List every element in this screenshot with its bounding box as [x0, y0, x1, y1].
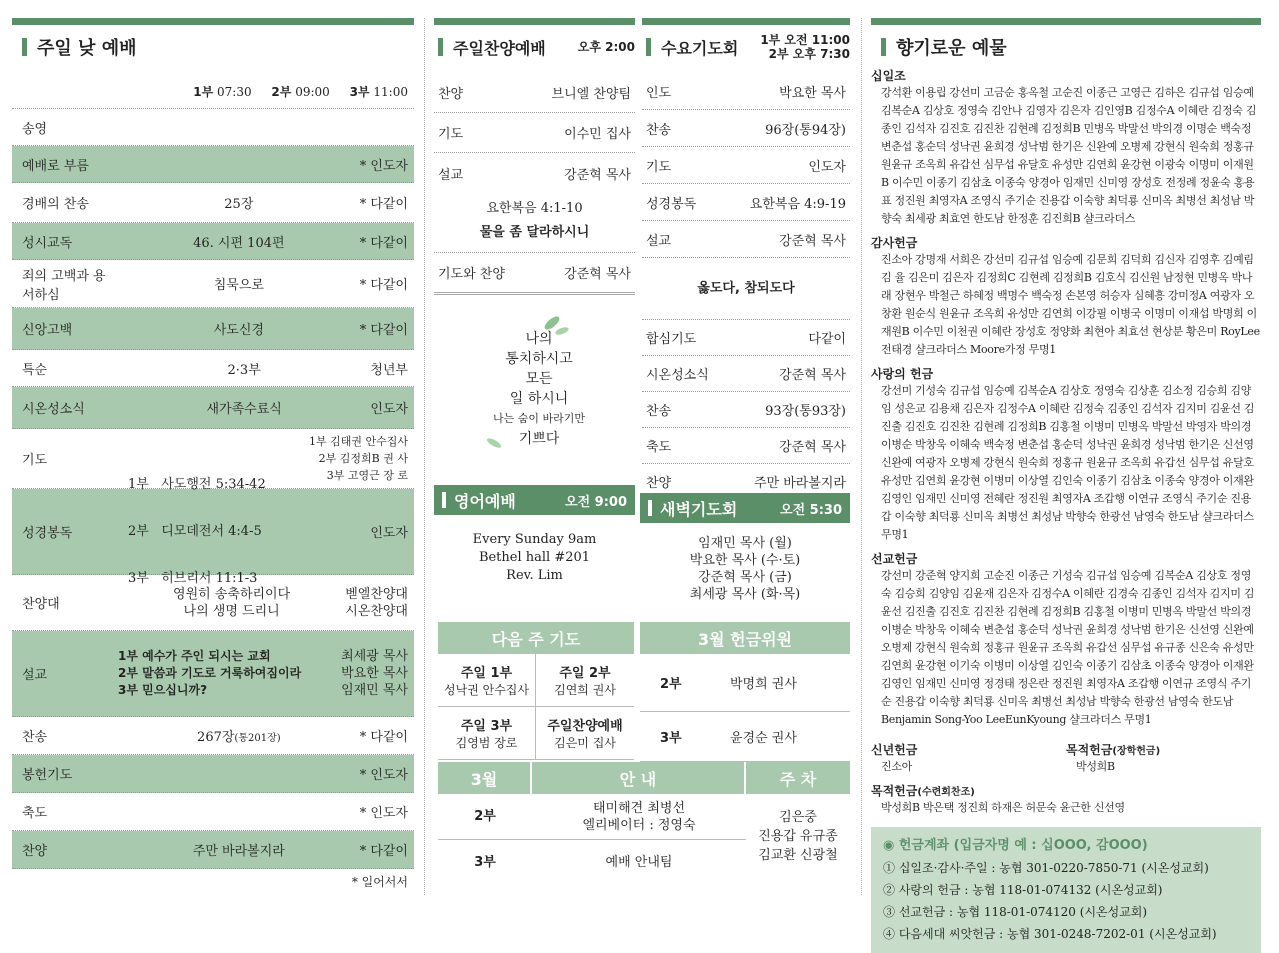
next-week-prayer: [438, 622, 634, 760]
offering-section: [871, 365, 1261, 544]
order-row: [12, 260, 414, 308]
guide-header: [438, 762, 850, 794]
order-leader: 청년부: [370, 362, 408, 378]
prayer-line: 1부 김태권 안수집사: [309, 435, 408, 448]
prayer-line: 3부 고영근 장 로: [326, 469, 408, 482]
order-item-text: 사도신경: [213, 323, 264, 338]
committee-row: [640, 654, 850, 712]
row-label: 성경봉독: [646, 196, 697, 212]
section-bar: [12, 18, 414, 25]
section-header: [642, 33, 850, 61]
account-line: ④ 다음세대 씨앗헌금 : 농협 301-0248-7202-01 (시온성교회): [883, 927, 1217, 941]
account-box: [871, 827, 1261, 953]
row-value: 브니엘 찬양팀: [551, 87, 631, 102]
sermon-preacher: 최세광 목사: [341, 649, 408, 664]
section-time: 2부 오후 7:30: [768, 47, 850, 61]
row-value: 93장(통93장): [765, 404, 846, 419]
order-label: 찬송: [22, 730, 48, 745]
parking-line: 김은중: [779, 810, 817, 825]
english-info: [434, 515, 635, 605]
row-value: 강준혁 목사: [779, 440, 846, 455]
row-label: 기도와 찬양: [438, 267, 505, 282]
sermon-title: 3부 믿으십니까?: [118, 683, 208, 697]
guide-line: 엘리베이터 : 정영숙: [582, 818, 696, 833]
guide-service: 3부: [474, 855, 496, 870]
service-name: 3부: [349, 85, 370, 99]
order-item: [118, 726, 360, 745]
order-label: 기도: [22, 453, 48, 468]
section-title: 수요기도회: [661, 38, 739, 58]
wednesday-service: [642, 18, 850, 500]
order-item: [118, 274, 360, 293]
committee-person: 윤경순 권사: [730, 731, 797, 746]
service-times: [12, 61, 414, 109]
order-leader: * 다같이: [359, 730, 408, 745]
section-time: 오전 5:30: [780, 502, 842, 518]
offering-names: 진소아: [881, 760, 912, 773]
cell-person: 김은미 집사: [554, 736, 616, 750]
row-value: 강준혁 목사: [564, 267, 631, 282]
order-label: 예배로 부름: [22, 158, 89, 174]
offering-heading: 신년헌금: [871, 743, 918, 757]
offering-subheading: (수련회찬조): [917, 787, 975, 798]
offering-heading-text: 목적헌금: [1066, 743, 1113, 757]
row-label: 기도: [646, 159, 672, 175]
order-item: [118, 840, 360, 859]
row-label: 시온성소식: [646, 368, 709, 383]
order-row: [12, 350, 414, 387]
parking-line: 김교환 신광철: [758, 848, 838, 863]
calligraphy-line: 일 하시니: [509, 391, 569, 407]
header-mark: [648, 500, 652, 516]
row-value: 96장(통94장): [765, 122, 846, 138]
calligraphy-line: 기쁘다: [518, 431, 560, 447]
offering-section: [871, 234, 1261, 359]
account-line: ② 사랑의 헌금 : 농협 118-01-074132 (시온성교회): [883, 883, 1163, 897]
info-line: 강준혁 목사 (금): [698, 570, 792, 585]
wed-row: [642, 221, 850, 258]
wed-row: [642, 184, 850, 221]
calligraphy-line: 나의: [525, 331, 553, 347]
offering-names: 진소아 강명재 서희은 강선미 김규섭 임승예 김문희 김덕희 김신자 김영후 김예림 김 율 김은미 김은자 김정희C 김현례 김정희B 김호식 김신원 남정현 민병옥 박나래 장현우 박철근 하혜정 백명수 백숙정 손본영 허승자 심혜흥 강미정A 여광자 오창환 원순식 원윤규 조옥희 유성만 김연희 이강필 이병국 이명미 이재섭 박명희 이재원B 이수민 이천권 이혜란 장성호 정양화 최현아 최효선 현상분 황은미 RoyLee 전태경 샬크라더스 Moore가정 무명1: [881, 253, 1260, 356]
order-leader: 인도자: [370, 526, 408, 541]
sermon-title: 옳도다, 참되도다: [642, 258, 850, 320]
offering-names: 박성희B 박은택 정진희 하재은 허문숙 윤근한 신선영: [881, 801, 1125, 814]
guide-service: 2부: [438, 794, 532, 840]
prayer-cell: [536, 707, 634, 759]
guide-col-header: 주 차: [746, 762, 850, 794]
order-item: [118, 232, 360, 251]
order-item: [118, 359, 370, 378]
calligraphy-art: [434, 295, 635, 485]
sermon-title: 1부 예수가 주인 되시는 교회: [118, 649, 271, 663]
row-label: 설교: [438, 167, 464, 183]
praise-row: [434, 73, 635, 113]
order-row: [12, 109, 414, 146]
row-label: 설교: [646, 233, 672, 249]
order-row: [12, 755, 414, 793]
order-label: 찬양: [22, 844, 48, 859]
header-mark: [442, 492, 446, 508]
order-item-text: 46. 시편 104편: [193, 235, 285, 251]
calligraphy-line: 모든: [525, 371, 553, 387]
wed-row: [642, 110, 850, 147]
offering-committee: [640, 622, 850, 762]
order-label: 찬양대: [22, 597, 60, 612]
row-value: 주만 바라볼지라: [753, 476, 846, 491]
service-time: 11:00: [373, 85, 408, 99]
offering-names: 강선미 강준혁 양지희 고순진 이종근 기성숙 김규섭 임승예 김복순A 김상호 정영숙 김승희 김양임 김윤재 김은자 김정수A 이혜란 김경숙 김종인 김석자 김지미 김윤선 김진출 김진호 김진찬 김현례 김정희B 김홍철 이병미 민병옥 박말선 박의경 이병순 박창욱 이혜숙 변춘섭 홍순덕 성낙권 윤희경 성낙범 한기은 신선영 신완예 오병제 강현식 원숙희 정홍규 원윤규 조옥희 유갑선 심무섭 유규종 신은숙 유성만 김연희 윤강현 이기숙 이병미 이상열 김인숙 이종기 김삼초 이종숙 양경아 이재완 김영인 임재민 신미영 정경태 정은란 정진원 최영자A 조갑행 이연규 조영식 주기순 진용갑 이숙향 최덕룡 신미옥 최병선 최성남 박향숙 한광선 남영숙 한도남 Benjamin Song-Yoo LeeEunKyoung 샬크라더스 무명1: [881, 569, 1255, 726]
order-row: [12, 717, 414, 755]
offering-names: 강석환 이용립 강선미 고금순 홍옥철 고순진 이종근 고영근 김하은 김규섭 임승예 김복순A 김상호 정영숙 김안나 김영자 김은자 김인영B 김정수A 이혜란 김정숙 김종인 김석자 김진호 김진찬 김현례 김정희B 민병옥 박말선 박의경 이명순 백숙정 변춘섭 홍순덕 성낙권 윤희경 성낙범 한기은 신완예 오병제 강현식 원숙희 정홍규 원윤규 조옥희 유갑선 심무섭 유달호 유성만 김연희 윤강현 이광숙 이명미 이재원B 이수민 이종기 김삼초 이종숙 양경아 임재민 신미영 장성호 전정례 정윤숙 홍용표 정진원 최영자A 조영식 주기순 진용갑 이숙향 최덕룡 신미옥 최병선 최성남 박향숙 최세광 최효연 한도남 한정훈 김진희B 샬크라더스: [881, 86, 1257, 225]
order-item: [118, 193, 360, 212]
parking-line: 진용갑 유규종: [758, 829, 838, 844]
wed-row: [642, 428, 850, 464]
praise-service: [434, 18, 635, 605]
row-label: 합심기도: [646, 332, 697, 347]
info-line: Every Sunday 9am: [472, 532, 597, 547]
wed-row: [642, 73, 850, 110]
offerings: [871, 18, 1261, 953]
guide-body: [438, 794, 850, 886]
service-name: 1부: [193, 85, 214, 99]
box-title: 3월 헌금위원: [640, 622, 850, 654]
sermon-title: 물을 좀 달라하시니: [479, 225, 590, 240]
sunday-service: [12, 18, 414, 890]
section-bar: [434, 18, 635, 25]
account-line: ① 십일조·감사·주일 : 농협 301-0220-7850-71 (시온성교회): [883, 861, 1209, 875]
section-bar: [642, 18, 850, 25]
header-mark: [646, 38, 651, 56]
prayer-cell: [536, 654, 634, 707]
row-label: 찬양: [646, 476, 672, 491]
info-line: 임재민 목사 (월): [698, 536, 792, 551]
row-value: 인도자: [808, 159, 846, 175]
praise-row: [434, 253, 635, 295]
order-item-text: 2·3부: [227, 362, 261, 378]
header-mark: [22, 38, 27, 56]
section-time: 1부 오전 11:00: [760, 33, 850, 47]
calligraphy-text: [474, 329, 604, 449]
committee-row: [640, 712, 850, 762]
order-leader: * 다같이: [359, 844, 408, 859]
guide-col-header: 안 내: [532, 762, 744, 794]
order-label: 시온성소식: [22, 402, 85, 417]
choir-name: 벧엘찬양대: [345, 586, 408, 602]
sermon-preacher: 박요한 목사: [341, 666, 408, 681]
choir-name: 시온찬양대: [345, 603, 408, 619]
section-title: 향기로운 예물: [896, 38, 1007, 59]
service-time: 07:30: [217, 85, 252, 99]
cell-person: 김영범 장로: [455, 736, 518, 750]
order-row: [12, 387, 414, 429]
account-heading: ◉ 헌금계좌 (입금자명 예 : 십OOO, 감OOO): [883, 838, 1148, 853]
dawn-header: [640, 493, 850, 523]
section-title: 새벽기도회: [660, 499, 738, 519]
cell-person: 성낙권 안수집사: [444, 683, 529, 697]
offering-heading-text: 목적헌금: [871, 784, 918, 798]
offering-subheading: (장학헌금): [1112, 746, 1161, 757]
row-value: 다같이: [808, 332, 846, 347]
offering-names: 박성희B: [1076, 760, 1115, 773]
march-guide: [438, 762, 850, 886]
wed-row: [642, 392, 850, 428]
order-leader: * 다같이: [359, 197, 408, 212]
row-value: 요한복음 4:9-19: [749, 196, 846, 212]
english-header: [434, 485, 635, 515]
info-line: Rev. Lim: [506, 568, 563, 583]
section-header: [12, 33, 414, 61]
order-leader: * 다같이: [359, 235, 408, 251]
offering-heading: 십일조: [871, 69, 906, 83]
calligraphy-line: 통치하시고: [505, 351, 573, 367]
sermon-verse: 요한복음 4:1-10: [486, 201, 583, 216]
order-label: 경배의 찬송: [22, 197, 89, 212]
guide-info: 예배 안내팀: [605, 855, 673, 870]
order-item-text: 주만 바라볼지라: [192, 844, 285, 859]
order-label: 성경봉독: [22, 526, 73, 541]
sermon-title: 2부 말씀과 기도로 거룩하여짐이라: [118, 666, 302, 680]
offering-section: [871, 67, 1261, 228]
guide-line: 태미해견 최병선: [592, 801, 686, 816]
row-value: 이수민 집사: [564, 127, 631, 142]
footnote: * 일어서서: [351, 875, 408, 889]
reading-line: 1부 사도행전 5:34-42: [128, 477, 266, 492]
box-title: 다음 주 기도: [438, 622, 634, 654]
row-value: 박요한 목사: [779, 85, 846, 101]
order-label: 죄의 고백과 용서하심: [22, 268, 106, 303]
order-leader: * 인도자: [359, 806, 408, 821]
offering-heading: [1066, 741, 1261, 758]
sermon-preachers: [341, 648, 408, 699]
column-divider: [861, 18, 862, 895]
order-label: 송영: [22, 121, 48, 137]
wed-row: [642, 356, 850, 392]
order-row: [12, 308, 414, 350]
committee-service: 3부: [660, 731, 682, 746]
column-divider: [424, 18, 425, 895]
offering-heading: 사랑의 헌금: [871, 367, 934, 381]
prayer-cell: [438, 707, 536, 759]
wed-row: [642, 147, 850, 184]
order-item-text: 25장: [224, 197, 254, 212]
header-mark: [438, 38, 443, 56]
info-line: 최세광 목사 (화·목): [689, 587, 801, 602]
section-header: [871, 33, 1261, 61]
cell-title: 주일 2부: [559, 666, 611, 681]
order-row-sermon: [12, 631, 414, 717]
row-label: 기도: [438, 127, 464, 142]
committee-service: 2부: [660, 677, 682, 692]
prayer-grid: [438, 654, 634, 760]
dawn-prayer: [640, 493, 850, 613]
guide-info: [532, 794, 746, 840]
order-leader: * 인도자: [359, 158, 408, 174]
order-row: [12, 146, 414, 183]
cell-title: 주일 1부: [460, 666, 513, 681]
prayer-cell: [438, 654, 536, 707]
order-item: [118, 398, 370, 417]
praise-sermon: [434, 193, 635, 253]
order-label: 축도: [22, 806, 48, 821]
choir-song: 영원히 송축하리이다: [173, 586, 291, 602]
wed-row: [642, 320, 850, 356]
order-label: 신앙고백: [22, 323, 73, 338]
row-label: 인도: [646, 85, 672, 101]
section-times: [760, 33, 850, 61]
service-name: 2부: [271, 85, 292, 99]
praise-row: [434, 113, 635, 153]
row-label: 찬양: [438, 87, 464, 102]
order-label: 성시교독: [22, 235, 73, 251]
order-item-text: 침묵으로: [213, 278, 264, 293]
row-value: 강준혁 목사: [779, 233, 846, 249]
section-title: 주일찬양예배: [453, 38, 546, 58]
cell-title: 주일찬양예배: [547, 719, 623, 734]
choir-names: [345, 586, 408, 620]
order-row: [12, 793, 414, 831]
order-label: 특순: [22, 362, 48, 378]
offering-names: 강선미 기성숙 김규섭 임승예 김복순A 김상호 정영숙 김상훈 김소정 김승희 김양임 성은교 김용채 김은자 김정수A 이혜란 김정숙 김종인 김석자 김지미 김윤선 김진출 김진호 김진찬 김현례 김정희B 김홍철 이병미 민병옥 박말선 박영자 박의경 이병순 박창욱 이혜숙 백숙정 변춘섭 홍순덕 성낙권 윤희경 성낙범 한기은 신선영 신완예 여광자 오병제 강현식 원숙희 정홍규 원윤규 조옥희 유갑선 심무섭 유달호 유성만 김연희 윤강현 이병미 이상열 김인숙 이종기 김삼초 이종숙 양경아 이재완 김영인 임재민 신미영 전혜란 정진원 최영자A 조갑행 이연규 조영식 주기순 진용갑 이숙향 최덕룡 신미옥 최병선 최성남 박향숙 한광선 남영숙 한도남 샬크라더스 무명1: [881, 384, 1255, 541]
offering-heading: 선교헌금: [871, 552, 918, 566]
order-item: [118, 319, 360, 338]
cell-person: 김연희 권사: [554, 683, 616, 697]
order-row: [12, 223, 414, 260]
offering-section: [871, 550, 1261, 729]
order-leader: * 다같이: [359, 278, 408, 293]
cell-title: 주일 3부: [460, 719, 513, 734]
special-offerings: [871, 735, 1261, 776]
guide-col-header: 3월: [438, 762, 530, 794]
info-line: 박요한 목사 (수·토): [689, 553, 801, 568]
page-title: 주일 낮 예배: [37, 38, 137, 59]
order-row-reading: [12, 477, 414, 586]
section-title: 영어예배: [454, 491, 516, 511]
purpose-offering: [1066, 735, 1261, 776]
order-label: 설교: [22, 668, 48, 683]
order-item-text: 새가족수료식: [206, 402, 282, 417]
row-value: 강준혁 목사: [779, 368, 846, 383]
section-time: 오전 9:00: [565, 494, 627, 510]
prayer-line: 2부 김정희B 권 사: [318, 452, 408, 465]
section-time: 오후 2:00: [577, 40, 635, 54]
sermon-preacher: 임재민 목사: [341, 683, 408, 698]
row-value: 강준혁 목사: [564, 167, 631, 183]
order-row: [12, 831, 414, 869]
parking-info: [746, 794, 850, 886]
order-row: [12, 183, 414, 223]
offering-heading: 감사헌금: [871, 236, 918, 250]
row-label: 찬송: [646, 404, 672, 419]
header-mark: [881, 38, 886, 56]
newyear-offering: [871, 735, 1066, 776]
praise-row: [434, 153, 635, 193]
calligraphy-line: 나는 숨이 바라기만: [492, 412, 585, 425]
info-line: Bethel hall #201: [478, 550, 591, 565]
offering-heading: [871, 782, 1261, 799]
reading-line: 3부 히브리서 11:1-3: [128, 571, 258, 586]
row-label: 축도: [646, 440, 672, 455]
order-leader: 인도자: [370, 402, 408, 417]
reading-line: 2부 디모데전서 4:4-5: [128, 524, 262, 539]
order-item-note: (통201장): [234, 733, 281, 744]
section-bar: [871, 18, 1261, 25]
order-leader: * 인도자: [359, 768, 408, 783]
sermon-titles: [118, 648, 341, 699]
order-item-text: 267장: [197, 730, 235, 745]
order-leader: * 다같이: [359, 323, 408, 338]
account-line: ③ 선교헌금 : 농협 118-01-074120 (시온성교회): [883, 905, 1148, 919]
section-header: [434, 33, 635, 61]
dawn-info: [640, 523, 850, 613]
order-label: 봉헌기도: [22, 768, 73, 783]
committee-person: 박명희 권사: [730, 677, 797, 692]
row-label: 찬송: [646, 122, 672, 138]
choir-song: 나의 생명 드리니: [183, 603, 280, 619]
service-time: 09:00: [295, 85, 330, 99]
choir-songs: [118, 586, 345, 620]
